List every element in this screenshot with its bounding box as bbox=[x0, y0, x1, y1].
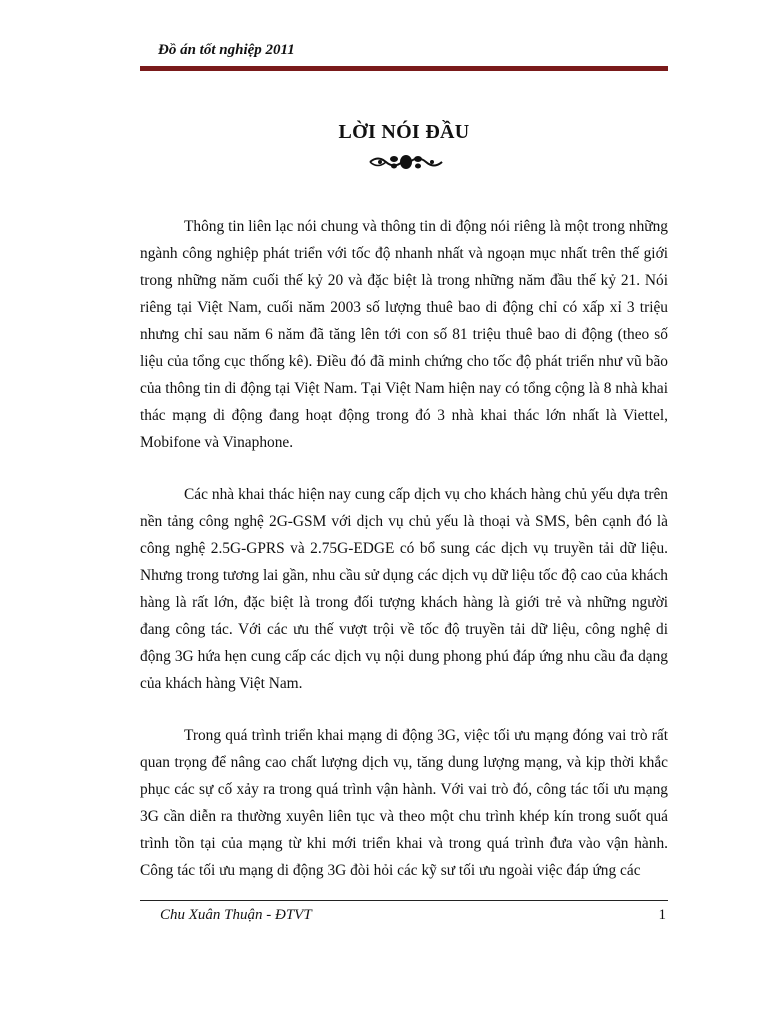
footer-divider bbox=[140, 900, 668, 901]
document-header-title: Đồ án tốt nghiệp 2011 bbox=[158, 42, 295, 58]
page-number: 1 bbox=[658, 907, 666, 923]
paragraph-2: Các nhà khai thác hiện nay cung cấp dịch vụ cho khách hàng chủ yếu dựa trên nền tảng công nghệ 2G-GSM với dịch vụ chủ yếu là thoại và SMS, bên cạnh đó là công nghệ 2.5G-GPRS và 2.75G-EDGE có bổ sung các dịch vụ truyền tải dữ liệu. Nhưng trong tương lai gần, nhu cầu sử dụng các dịch vụ dữ liệu tốc độ cao của khách hàng là rất lớn, đặc biệt là trong đối tượng khách hàng là giới trẻ và những người đang công tác. Với các ưu thế vượt trội về tốc độ truyền tải dữ liệu, công nghệ di động 3G hứa hẹn cung cấp các dịch vụ nội dung phong phú đáp ứng nhu cầu đa dạng của khách hàng Việt Nam. bbox=[140, 486, 668, 692]
body-text bbox=[140, 213, 668, 909]
page-title: LỜI NÓI ĐẦU bbox=[338, 121, 470, 143]
floral-divider-icon bbox=[368, 151, 444, 173]
header-divider bbox=[140, 66, 668, 71]
paragraph-1: Thông tin liên lạc nói chung và thông tin di động nói riêng là một trong những ngành công nghiệp phát triển với tốc độ nhanh nhất và ngoạn mục nhất trên thế giới trong những năm cuối thế kỷ 20 và đặc biệt là trong những năm đầu thế kỷ 21. Nói riêng tại Việt Nam, cuối năm 2003 số lượng thuê bao di động chỉ có xấp xỉ 3 triệu nhưng chỉ sau năm 6 năm đã tăng lên tới con số 81 triệu thuê bao di động (theo số liệu của tổng cục thống kê). Điều đó đã minh chứng cho tốc độ phát triển như vũ bão của thông tin di động tại Việt Nam. Tại Việt Nam hiện nay có tổng cộng là 8 nhà khai thác mạng di động đang hoạt động trong đó 3 nhà khai thác lớn nhất là Viettel, Mobifone và Vinaphone. bbox=[140, 218, 668, 451]
footer-author: Chu Xuân Thuận - ĐTVT bbox=[160, 907, 312, 923]
paragraph-3: Trong quá trình triển khai mạng di động 3G, việc tối ưu mạng đóng vai trò rất quan trọng để nâng cao chất lượng dịch vụ, tăng dung lượng mạng, và kịp thời khắc phục các sự cố xảy ra trong quá trình vận hành. Với vai trò đó, công tác tối ưu mạng 3G cần diễn ra thường xuyên liên tục và theo một chu trình khép kín trong suốt quá trình tồn tại của mạng từ khi mới triển khai và trong quá trình đưa vào vận hành. Công tác tối ưu mạng di động 3G đòi hỏi các kỹ sư tối ưu ngoài việc đáp ứng các bbox=[140, 727, 668, 879]
